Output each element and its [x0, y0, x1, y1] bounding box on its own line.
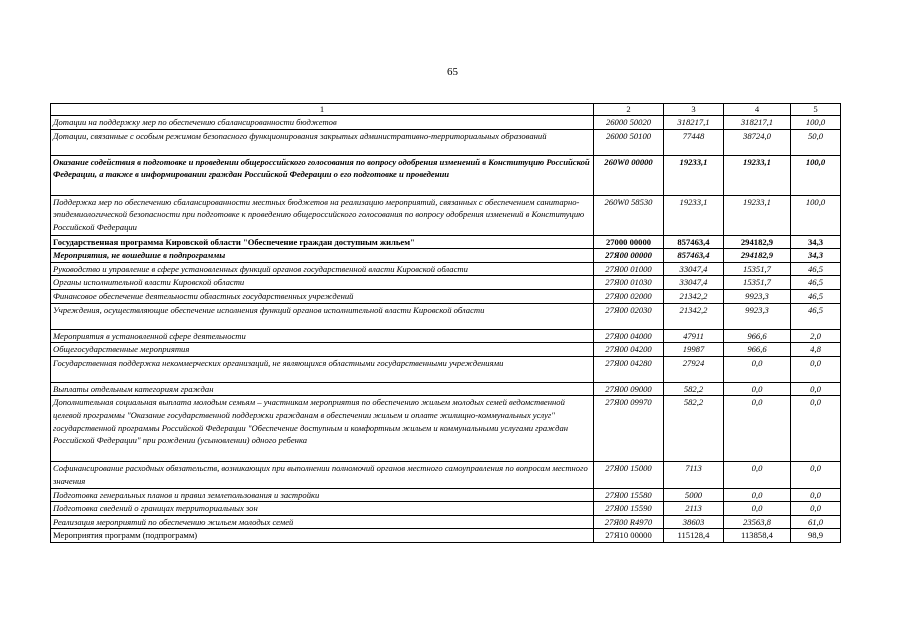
row-code: 27Я00 01000: [594, 262, 664, 276]
row-code: 27Я00 15590: [594, 502, 664, 516]
row-value-5: 0,0: [791, 396, 841, 462]
table-row: [51, 502, 841, 516]
table-row: [51, 529, 841, 543]
row-name: Подготовка сведений о границах территориальных зон: [51, 502, 594, 516]
row-value-4: 113858,4: [724, 529, 791, 543]
row-value-4: 15351,7: [724, 262, 791, 276]
row-value-4: 0,0: [724, 488, 791, 502]
row-code: 27Я00 04200: [594, 343, 664, 357]
table-row: [51, 129, 841, 155]
table-row: [51, 155, 841, 195]
row-value-5: 2,0: [791, 329, 841, 343]
row-code: 27Я00 15000: [594, 462, 664, 488]
budget-table: [50, 103, 841, 543]
row-value-3: 2113: [664, 502, 724, 516]
column-header: 4: [724, 104, 791, 116]
row-name: Мероприятия в установленной сфере деятельности: [51, 329, 594, 343]
row-value-3: 7113: [664, 462, 724, 488]
row-code: 27Я00 01030: [594, 276, 664, 290]
table-header-row: [51, 104, 841, 116]
row-value-5: 98,9: [791, 529, 841, 543]
row-value-4: 0,0: [724, 382, 791, 396]
row-value-3: 582,2: [664, 396, 724, 462]
row-name: Дотации, связанные с особым режимом безопасного функционирования закрытых административно-территориальных образований: [51, 129, 594, 155]
row-value-4: 294182,9: [724, 249, 791, 263]
column-header: 2: [594, 104, 664, 116]
row-value-4: 0,0: [724, 396, 791, 462]
row-value-4: 9923,3: [724, 289, 791, 303]
row-value-5: 46,5: [791, 303, 841, 329]
row-value-5: 46,5: [791, 289, 841, 303]
table-row: [51, 515, 841, 529]
row-value-5: 4,8: [791, 343, 841, 357]
table-row: [51, 462, 841, 488]
row-value-4: 318217,1: [724, 116, 791, 130]
row-value-3: 115128,4: [664, 529, 724, 543]
row-value-4: 19233,1: [724, 155, 791, 195]
row-value-5: 46,5: [791, 262, 841, 276]
row-value-3: 21342,2: [664, 303, 724, 329]
row-code: 27Я00 00000: [594, 249, 664, 263]
row-value-5: 0,0: [791, 382, 841, 396]
row-code: 27Я00 02030: [594, 303, 664, 329]
table-row: [51, 396, 841, 462]
row-code: 27Я00 04280: [594, 356, 664, 382]
row-value-3: 47911: [664, 329, 724, 343]
table-row: [51, 249, 841, 263]
row-code: 260W0 58530: [594, 195, 664, 235]
row-value-5: 0,0: [791, 502, 841, 516]
row-value-3: 19987: [664, 343, 724, 357]
row-value-3: 582,2: [664, 382, 724, 396]
table-row: [51, 235, 841, 249]
row-code: 26000 50020: [594, 116, 664, 130]
row-value-4: 38724,0: [724, 129, 791, 155]
column-header: 5: [791, 104, 841, 116]
row-code: 27Я10 00000: [594, 529, 664, 543]
row-value-5: 34,3: [791, 249, 841, 263]
row-value-5: 46,5: [791, 276, 841, 290]
row-name: Реализация мероприятий по обеспечению жильем молодых семей: [51, 515, 594, 529]
row-value-3: 27924: [664, 356, 724, 382]
row-value-4: 0,0: [724, 462, 791, 488]
row-name: Государственная поддержка некоммерческих организаций, не являющихся областными государственными учреждениями: [51, 356, 594, 382]
table-row: [51, 356, 841, 382]
row-value-3: 33047,4: [664, 262, 724, 276]
table-row: [51, 195, 841, 235]
row-value-5: 0,0: [791, 488, 841, 502]
row-value-3: 77448: [664, 129, 724, 155]
row-value-4: 966,6: [724, 329, 791, 343]
row-value-3: 38603: [664, 515, 724, 529]
table-row: [51, 488, 841, 502]
row-name: Поддержка мер по обеспечению сбалансированности местных бюджетов на реализацию мероприятий, связанных с обеспечением санитарно-эпидемиологической безопасности при подготовке к проведению общероссийского голосования по вопросу одобрения изменений в Конституцию Российской Федерации: [51, 195, 594, 235]
row-value-3: 857463,4: [664, 235, 724, 249]
column-header: 1: [51, 104, 594, 116]
row-value-4: 23563,8: [724, 515, 791, 529]
table-row: [51, 343, 841, 357]
row-code: 27Я00 09970: [594, 396, 664, 462]
page-number: 65: [447, 66, 458, 78]
row-value-5: 0,0: [791, 462, 841, 488]
row-value-5: 100,0: [791, 155, 841, 195]
row-value-5: 0,0: [791, 356, 841, 382]
row-name: Дополнительная социальная выплата молодым семьям – участникам мероприятия по обеспечению жильем молодых семей ведомственной целевой программы "Оказание государственной поддержки гражданам в обеспечении жильем и оплате жилищно-коммунальных услуг" государственной программы Российской Федерации "Обеспечение доступным и комфортным жильем и коммунальными услугами граждан Российской Федерации" при рождении (усыновлении) одного ребенка: [51, 396, 594, 462]
row-value-4: 15351,7: [724, 276, 791, 290]
row-code: 27Я00 04000: [594, 329, 664, 343]
row-value-4: 9923,3: [724, 303, 791, 329]
row-value-4: 19233,1: [724, 195, 791, 235]
row-value-4: 294182,9: [724, 235, 791, 249]
row-name: Мероприятия программ (подпрограмм): [51, 529, 594, 543]
table-row: [51, 276, 841, 290]
row-code: 27000 00000: [594, 235, 664, 249]
row-code: 27Я00 15580: [594, 488, 664, 502]
row-name: Выплаты отдельным категориям граждан: [51, 382, 594, 396]
row-code: 260W0 00000: [594, 155, 664, 195]
row-value-5: 100,0: [791, 195, 841, 235]
row-name: Государственная программа Кировской области "Обеспечение граждан доступным жильем": [51, 235, 594, 249]
row-code: 26000 50100: [594, 129, 664, 155]
row-name: Оказание содействия в подготовке и проведении общероссийского голосования по вопросу одобрения изменений в Конституцию Российской Федерации, а также в информировании граждан Российской Федерации о его подготовке и проведении: [51, 155, 594, 195]
row-value-4: 966,6: [724, 343, 791, 357]
row-value-5: 100,0: [791, 116, 841, 130]
row-name: Общегосударственные мероприятия: [51, 343, 594, 357]
row-code: 27Я00 R4970: [594, 515, 664, 529]
row-value-4: 0,0: [724, 502, 791, 516]
row-value-4: 0,0: [724, 356, 791, 382]
row-name: Подготовка генеральных планов и правил землепользования и застройки: [51, 488, 594, 502]
table-row: [51, 329, 841, 343]
row-name: Учреждения, осуществляющие обеспечение исполнения функций органов исполнительной власти Кировской области: [51, 303, 594, 329]
row-value-3: 21342,2: [664, 289, 724, 303]
row-name: Дотации на поддержку мер по обеспечению сбалансированности бюджетов: [51, 116, 594, 130]
row-value-3: 19233,1: [664, 195, 724, 235]
row-code: 27Я00 09000: [594, 382, 664, 396]
row-name: Финансовое обеспечение деятельности областных государственных учреждений: [51, 289, 594, 303]
column-header: 3: [664, 104, 724, 116]
row-value-3: 19233,1: [664, 155, 724, 195]
table-row: [51, 303, 841, 329]
row-name: Софинансирование расходных обязательств, возникающих при выполнении полномочий органов местного самоуправления по вопросам местного значения: [51, 462, 594, 488]
row-name: Мероприятия, не вошедшие в подпрограммы: [51, 249, 594, 263]
table-row: [51, 382, 841, 396]
table-row: [51, 262, 841, 276]
row-name: Руководство и управление в сфере установленных функций органов государственной власти Кировской области: [51, 262, 594, 276]
row-value-5: 61,0: [791, 515, 841, 529]
row-value-3: 857463,4: [664, 249, 724, 263]
table-row: [51, 289, 841, 303]
row-value-5: 50,0: [791, 129, 841, 155]
row-name: Органы исполнительной власти Кировской области: [51, 276, 594, 290]
row-code: 27Я00 02000: [594, 289, 664, 303]
table-row: [51, 116, 841, 130]
row-value-5: 34,3: [791, 235, 841, 249]
row-value-3: 318217,1: [664, 116, 724, 130]
row-value-3: 5000: [664, 488, 724, 502]
row-value-3: 33047,4: [664, 276, 724, 290]
